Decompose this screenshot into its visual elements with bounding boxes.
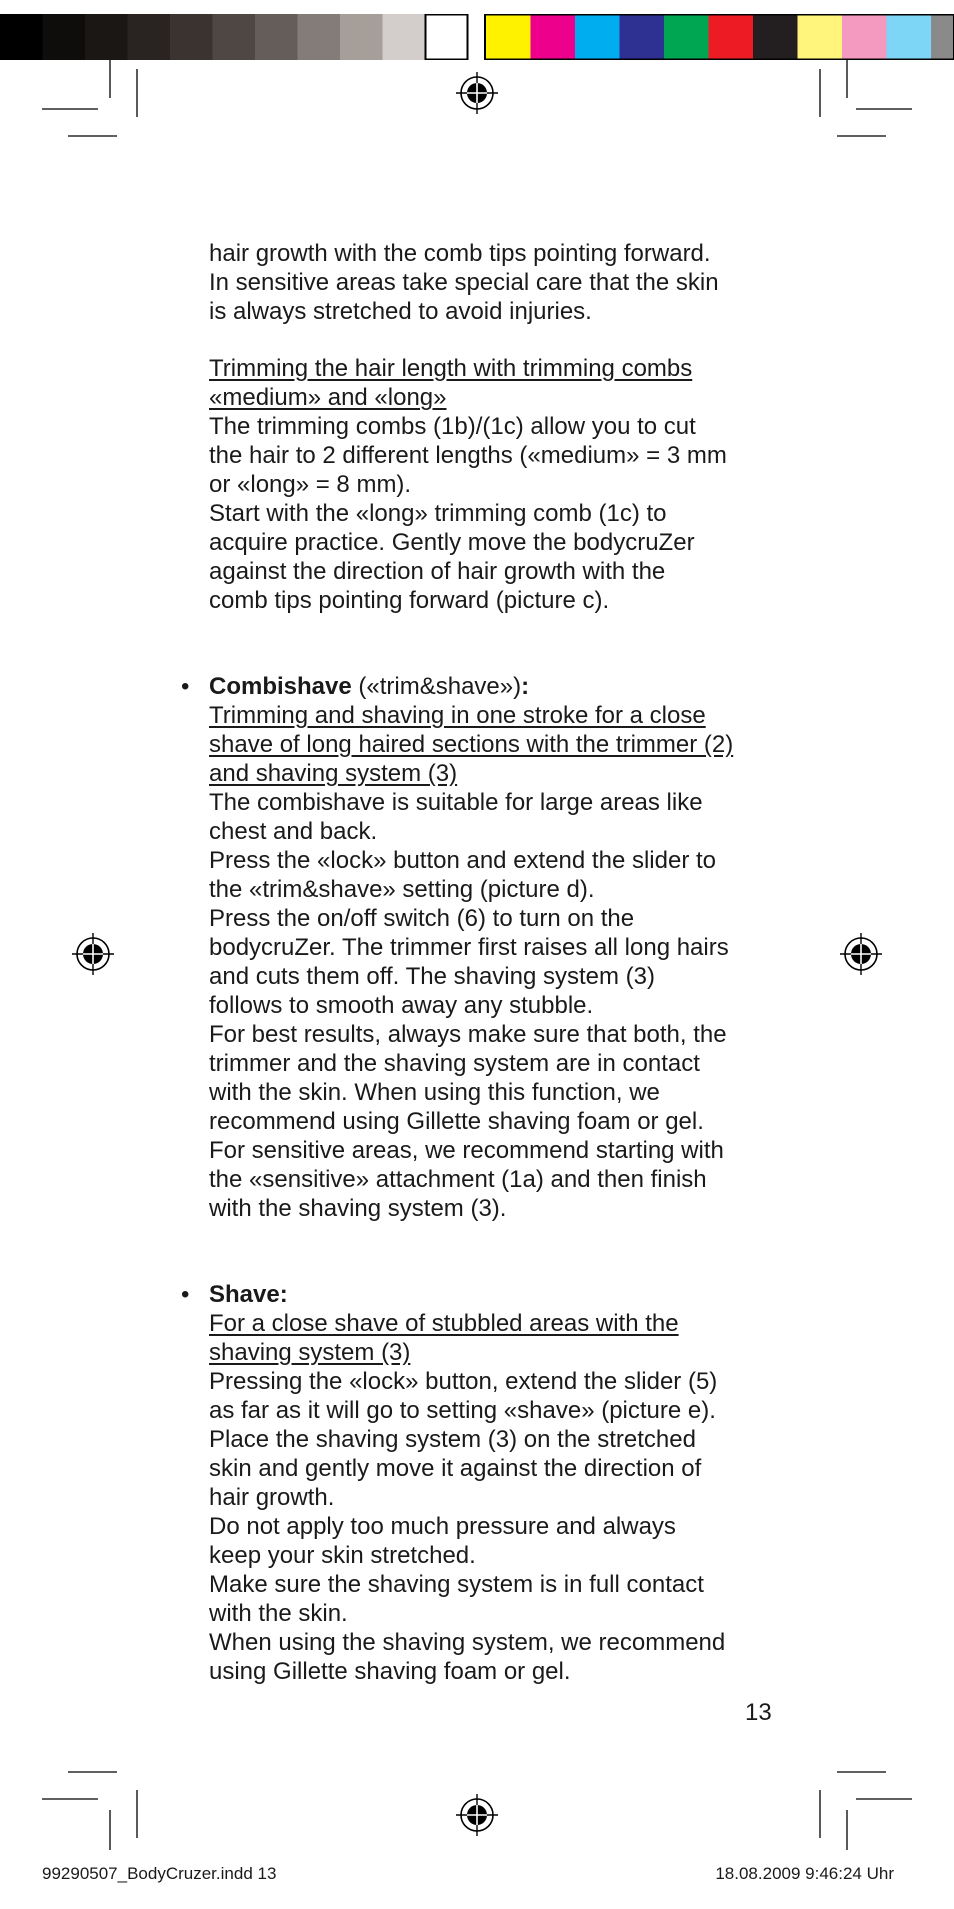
section-heading-line: Trimming and shaving in one stroke for a close (209, 702, 706, 729)
text-line: using Gillette shaving foam or gel. (209, 1658, 571, 1685)
text-line: The trimming combs (1b)/(1c) allow you to cut (209, 413, 696, 440)
text-line: recommend using Gillette shaving foam or gel. (209, 1108, 704, 1135)
text-line: hair growth with the comb tips pointing forward. (209, 240, 711, 267)
text-line: with the skin. When using this function, we (209, 1079, 660, 1106)
section-heading-line: and shaving system (3) (209, 760, 458, 787)
text-line: follows to smooth away any stubble. (209, 992, 594, 1019)
print-color-bar (0, 14, 954, 60)
section-title-colon: : (521, 673, 530, 700)
gray-swatch (340, 14, 383, 60)
continuation-paragraph (209, 239, 789, 326)
trimming-combs-section (209, 354, 789, 615)
text-line: bodycruZer. The trimmer first raises all long hairs (209, 934, 729, 961)
text-line: comb tips pointing forward (picture c). (209, 587, 610, 614)
gray-swatch (383, 14, 426, 60)
text-line: acquire practice. Gently move the bodycruZer (209, 529, 695, 556)
text-line: Place the shaving system (3) on the stretched (209, 1426, 696, 1453)
gray-swatch (0, 14, 43, 60)
section-title-bold: Shave: (209, 1281, 288, 1308)
text-line: hair growth. (209, 1484, 335, 1511)
text-line: with the skin. (209, 1600, 348, 1627)
section-title (209, 672, 789, 701)
color-swatch (887, 14, 932, 60)
process-color-swatches (485, 14, 954, 60)
text-line: Do not apply too much pressure and always (209, 1513, 676, 1540)
text-line: chest and back. (209, 818, 378, 845)
gray-swatch (85, 14, 128, 60)
text-line: keep your skin stretched. (209, 1542, 476, 1569)
gray-swatch (128, 14, 171, 60)
page-number: 13 (745, 1699, 772, 1726)
gray-swatch (213, 14, 256, 60)
gray-swatch (170, 14, 213, 60)
registration-mark-left (72, 933, 114, 975)
text-line: Press the on/off switch (6) to turn on the (209, 905, 635, 932)
section-title (209, 1280, 789, 1309)
text-line: In sensitive areas take special care that the skin (209, 269, 719, 296)
combishave-section (181, 672, 789, 1223)
gray-swatch (298, 14, 341, 60)
color-swatch (575, 14, 620, 60)
color-swatch (709, 14, 754, 60)
text-line: and cuts them off. The shaving system (3) (209, 963, 655, 990)
text-line: with the shaving system (3). (209, 1195, 507, 1222)
text-line: Make sure the shaving system is in full contact (209, 1571, 704, 1598)
text-line: Pressing the «lock» button, extend the slider (5) (209, 1368, 718, 1395)
text-line: the hair to 2 different lengths («medium» = 3 mm (209, 442, 727, 469)
section-title-bold: Combishave (209, 673, 352, 700)
text-line: When using the shaving system, we recommend (209, 1629, 726, 1656)
section-heading-line: «medium» and «long» (209, 384, 447, 411)
bullet-point: • (181, 1281, 190, 1308)
text-line: as far as it will go to setting «shave» (picture e). (209, 1397, 716, 1424)
section-heading-line: shave of long haired sections with the trimmer (2) (209, 731, 734, 758)
slug-file-name: 99290507_BodyCruzer.indd 13 (42, 1864, 277, 1883)
text-line: is always stretched to avoid injuries. (209, 298, 592, 325)
color-swatch (798, 14, 843, 60)
text-line: against the direction of hair growth with the (209, 558, 666, 585)
color-swatch (753, 14, 798, 60)
color-swatch (531, 14, 576, 60)
section-heading-line: Trimming the hair length with trimming combs (209, 355, 693, 382)
manual-body-text (181, 239, 789, 1686)
registration-mark-top (456, 72, 498, 114)
text-line: The combishave is suitable for large areas like (209, 789, 703, 816)
text-line: Press the «lock» button and extend the slider to (209, 847, 716, 874)
bullet-point: • (181, 673, 190, 700)
color-swatch (486, 14, 531, 60)
registration-mark-bottom (456, 1794, 498, 1836)
text-line: Start with the «long» trimming comb (1c) to (209, 500, 667, 527)
section-heading-line: shaving system (3) (209, 1339, 411, 1366)
color-swatch (842, 14, 887, 60)
registration-mark-right (840, 933, 882, 975)
text-line: the «sensitive» attachment (1a) and then finish (209, 1166, 707, 1193)
slug-date-time: 18.08.2009 9:46:24 Uhr (715, 1864, 894, 1883)
shave-section (181, 1280, 789, 1686)
text-line: the «trim&shave» setting (picture d). (209, 876, 595, 903)
section-title-rest: («trim&shave») (351, 673, 522, 700)
color-swatch (664, 14, 709, 60)
gray-swatch (255, 14, 298, 60)
text-line: trimmer and the shaving system are in contact (209, 1050, 700, 1077)
gray-swatch (425, 14, 468, 60)
text-line: skin and gently move it against the direction of (209, 1455, 702, 1482)
color-swatch (620, 14, 665, 60)
text-line: or «long» = 8 mm). (209, 471, 412, 498)
text-line: For sensitive areas, we recommend starting with (209, 1137, 724, 1164)
grayscale-swatches (0, 14, 468, 60)
text-line: For best results, always make sure that both, the (209, 1021, 727, 1048)
gray-swatch (43, 14, 86, 60)
section-heading-line: For a close shave of stubbled areas with the (209, 1310, 679, 1337)
color-swatch (931, 14, 954, 60)
